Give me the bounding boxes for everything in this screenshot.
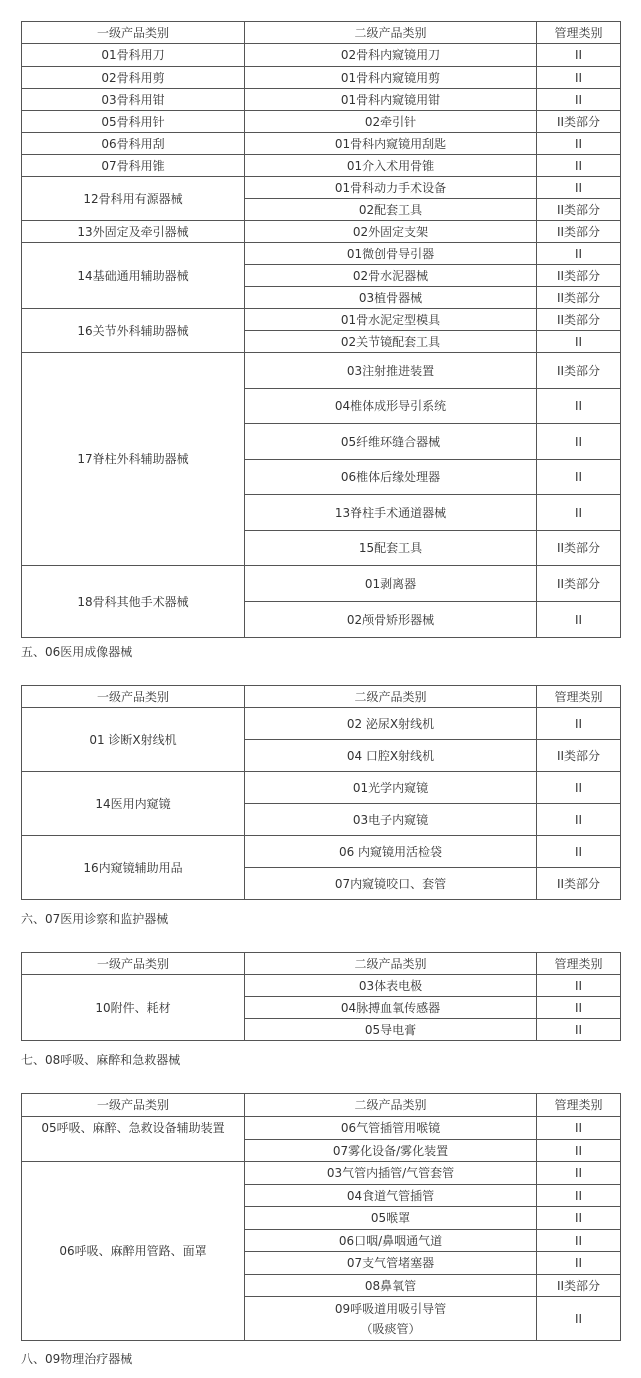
section-heading-08: 八、09物理治疗器械 xyxy=(21,1352,133,1366)
table-header-row xyxy=(22,1094,621,1117)
level1-cell: 10附件、耗材 xyxy=(22,975,245,1041)
management-cell: II xyxy=(537,424,621,460)
level2-cell: 08鼻氧管 xyxy=(245,1275,537,1297)
level2-cell: 05纤维环缝合器械 xyxy=(245,424,537,460)
management-cell: II xyxy=(537,177,621,199)
orthopedic-table xyxy=(21,21,621,638)
table-row xyxy=(22,708,621,740)
level1-cell: 12骨科用有源器械 xyxy=(22,177,245,221)
level2-cell: 02关节镜配套工具 xyxy=(245,331,537,353)
table-row xyxy=(22,177,621,199)
management-cell: II xyxy=(537,997,621,1019)
management-cell: II xyxy=(537,708,621,740)
management-cell: II xyxy=(537,975,621,997)
level2-cell: 07雾化设备/雾化装置 xyxy=(245,1140,537,1162)
level2-cell: 13脊柱手术通道器械 xyxy=(245,495,537,531)
level2-cell: 02颅骨矫形器械 xyxy=(245,602,537,638)
level2-cell: 06椎体后缘处理器 xyxy=(245,460,537,495)
table-row xyxy=(22,111,621,133)
col-header-management: 管理类别 xyxy=(537,686,621,708)
management-cell: II类部分 xyxy=(537,309,621,331)
level2-cell: 01骨科内窥镜用刮匙 xyxy=(245,133,537,155)
management-cell: II xyxy=(537,772,621,804)
level1-cell: 05骨科用针 xyxy=(22,111,245,133)
section-heading-07: 七、08呼吸、麻醉和急救器械 xyxy=(21,1053,181,1067)
level1-cell: 17脊柱外科辅助器械 xyxy=(22,353,245,566)
management-cell: II类部分 xyxy=(537,1275,621,1297)
management-cell: II xyxy=(537,836,621,868)
level2-cell: 02配套工具 xyxy=(245,199,537,221)
table-row xyxy=(22,309,621,331)
table-row xyxy=(22,44,621,67)
imaging-table xyxy=(21,685,621,900)
level2-cell: 01骨科内窥镜用剪 xyxy=(245,67,537,89)
management-cell: II xyxy=(537,1019,621,1041)
management-cell: II xyxy=(537,1252,621,1275)
level2-cell: 02牵引针 xyxy=(245,111,537,133)
section-heading-05: 五、06医用成像器械 xyxy=(21,645,133,659)
management-cell: II xyxy=(537,495,621,531)
level2-cell: 02 泌尿X射线机 xyxy=(245,708,537,740)
management-cell: II类部分 xyxy=(537,566,621,602)
management-cell: II xyxy=(537,133,621,155)
level2-cell: 04 口腔X射线机 xyxy=(245,740,537,772)
level2-cell: 03注射推进装置 xyxy=(245,353,537,389)
level1-cell: 13外固定及牵引器械 xyxy=(22,221,245,243)
level1-cell: 14医用内窥镜 xyxy=(22,772,245,836)
level1-cell: 16内窥镜辅助用品 xyxy=(22,836,245,900)
management-cell: II类部分 xyxy=(537,868,621,900)
level2-cell: 06 内窥镜用活检袋 xyxy=(245,836,537,868)
level2-cell: 01光学内窥镜 xyxy=(245,772,537,804)
table-row xyxy=(22,772,621,804)
level1-cell: 03骨科用钳 xyxy=(22,89,245,111)
level2-cell: 03体表电极 xyxy=(245,975,537,997)
col-header-level2: 二级产品类别 xyxy=(245,686,537,708)
management-cell: II xyxy=(537,460,621,495)
col-header-level1: 一级产品类别 xyxy=(22,22,245,44)
management-cell: II类部分 xyxy=(537,111,621,133)
table-row xyxy=(22,1162,621,1185)
level2-cell: 04脉搏血氧传感器 xyxy=(245,997,537,1019)
table-header-row xyxy=(22,686,621,708)
level2-cell: 01微创骨导引器 xyxy=(245,243,537,265)
management-cell: II类部分 xyxy=(537,353,621,389)
management-cell: II类部分 xyxy=(537,221,621,243)
management-cell: II类部分 xyxy=(537,531,621,566)
level2-cell xyxy=(245,1297,537,1341)
management-cell: II xyxy=(537,1140,621,1162)
col-header-level1: 一级产品类别 xyxy=(22,953,245,975)
table-header-row xyxy=(22,953,621,975)
table-row xyxy=(22,353,621,389)
level2-cell: 02骨科内窥镜用刀 xyxy=(245,44,537,67)
level2-cell: 05喉罩 xyxy=(245,1207,537,1230)
level2-cell: 03植骨器械 xyxy=(245,287,537,309)
management-cell: II类部分 xyxy=(537,287,621,309)
section-heading-06: 六、07医用诊察和监护器械 xyxy=(21,912,169,926)
level1-cell: 16关节外科辅助器械 xyxy=(22,309,245,353)
table-row xyxy=(22,836,621,868)
management-cell: II xyxy=(537,44,621,67)
management-cell: II xyxy=(537,1297,621,1341)
management-cell: II xyxy=(537,89,621,111)
level2-cell: 07内窥镜咬口、套管 xyxy=(245,868,537,900)
level2-line: 09呼吸道用吸引导管 xyxy=(334,1301,447,1316)
col-header-level1: 一级产品类别 xyxy=(22,686,245,708)
level2-line-sub: （吸痰管） xyxy=(360,1321,421,1336)
management-cell: II xyxy=(537,1207,621,1230)
management-cell: II xyxy=(537,1230,621,1252)
management-cell: II xyxy=(537,1185,621,1207)
table-row xyxy=(22,221,621,243)
level1-cell: 02骨科用剪 xyxy=(22,67,245,89)
management-cell: II类部分 xyxy=(537,740,621,772)
level2-cell: 04椎体成形导引系统 xyxy=(245,389,537,424)
level1-cell: 06呼吸、麻醉用管路、面罩 xyxy=(22,1162,245,1341)
level2-cell: 03气管内插管/气管套管 xyxy=(245,1162,537,1185)
table-row xyxy=(22,155,621,177)
level2-cell: 01骨科动力手术设备 xyxy=(245,177,537,199)
col-header-level2: 二级产品类别 xyxy=(245,1094,537,1117)
level1-cell: 14基础通用辅助器械 xyxy=(22,243,245,309)
table-row xyxy=(22,1117,621,1140)
table-row xyxy=(22,975,621,997)
table-header-row xyxy=(22,22,621,44)
level1-cell: 18骨科其他手术器械 xyxy=(22,566,245,638)
table-row xyxy=(22,566,621,602)
col-header-management: 管理类别 xyxy=(537,953,621,975)
management-cell: II xyxy=(537,331,621,353)
level2-cell: 15配套工具 xyxy=(245,531,537,566)
level2-cell: 01剥离器 xyxy=(245,566,537,602)
level2-cell: 04食道气管插管 xyxy=(245,1185,537,1207)
management-cell: II类部分 xyxy=(537,199,621,221)
management-cell: II xyxy=(537,67,621,89)
management-cell: II xyxy=(537,1162,621,1185)
respiratory-table xyxy=(21,1093,621,1341)
col-header-level2: 二级产品类别 xyxy=(245,22,537,44)
management-cell: II类部分 xyxy=(537,265,621,287)
col-header-management: 管理类别 xyxy=(537,22,621,44)
level1-cell: 06骨科用刮 xyxy=(22,133,245,155)
level1-cell: 01骨科用刀 xyxy=(22,44,245,67)
col-header-level1: 一级产品类别 xyxy=(22,1094,245,1117)
management-cell: II xyxy=(537,602,621,638)
management-cell: II xyxy=(537,243,621,265)
level1-cell: 05呼吸、麻醉、急救设备辅助装置 xyxy=(22,1117,245,1162)
level2-cell: 01骨科内窥镜用钳 xyxy=(245,89,537,111)
col-header-level2: 二级产品类别 xyxy=(245,953,537,975)
level2-cell: 07支气管堵塞器 xyxy=(245,1252,537,1275)
table-row xyxy=(22,243,621,265)
table-row xyxy=(22,133,621,155)
level2-cell: 06气管插管用喉镜 xyxy=(245,1117,537,1140)
level2-cell: 05导电膏 xyxy=(245,1019,537,1041)
level2-cell: 01介入术用骨锥 xyxy=(245,155,537,177)
level2-cell: 02外固定支架 xyxy=(245,221,537,243)
management-cell: II xyxy=(537,1117,621,1140)
management-cell: II xyxy=(537,389,621,424)
management-cell: II xyxy=(537,804,621,836)
level2-cell: 06口咽/鼻咽通气道 xyxy=(245,1230,537,1252)
col-header-management: 管理类别 xyxy=(537,1094,621,1117)
monitoring-table xyxy=(21,952,621,1041)
level1-cell: 01 诊断X射线机 xyxy=(22,708,245,772)
level1-cell: 07骨科用锥 xyxy=(22,155,245,177)
level2-cell: 03电子内窥镜 xyxy=(245,804,537,836)
table-row xyxy=(22,89,621,111)
level2-cell: 02骨水泥器械 xyxy=(245,265,537,287)
level2-cell: 01骨水泥定型模具 xyxy=(245,309,537,331)
management-cell: II xyxy=(537,155,621,177)
table-row xyxy=(22,67,621,89)
